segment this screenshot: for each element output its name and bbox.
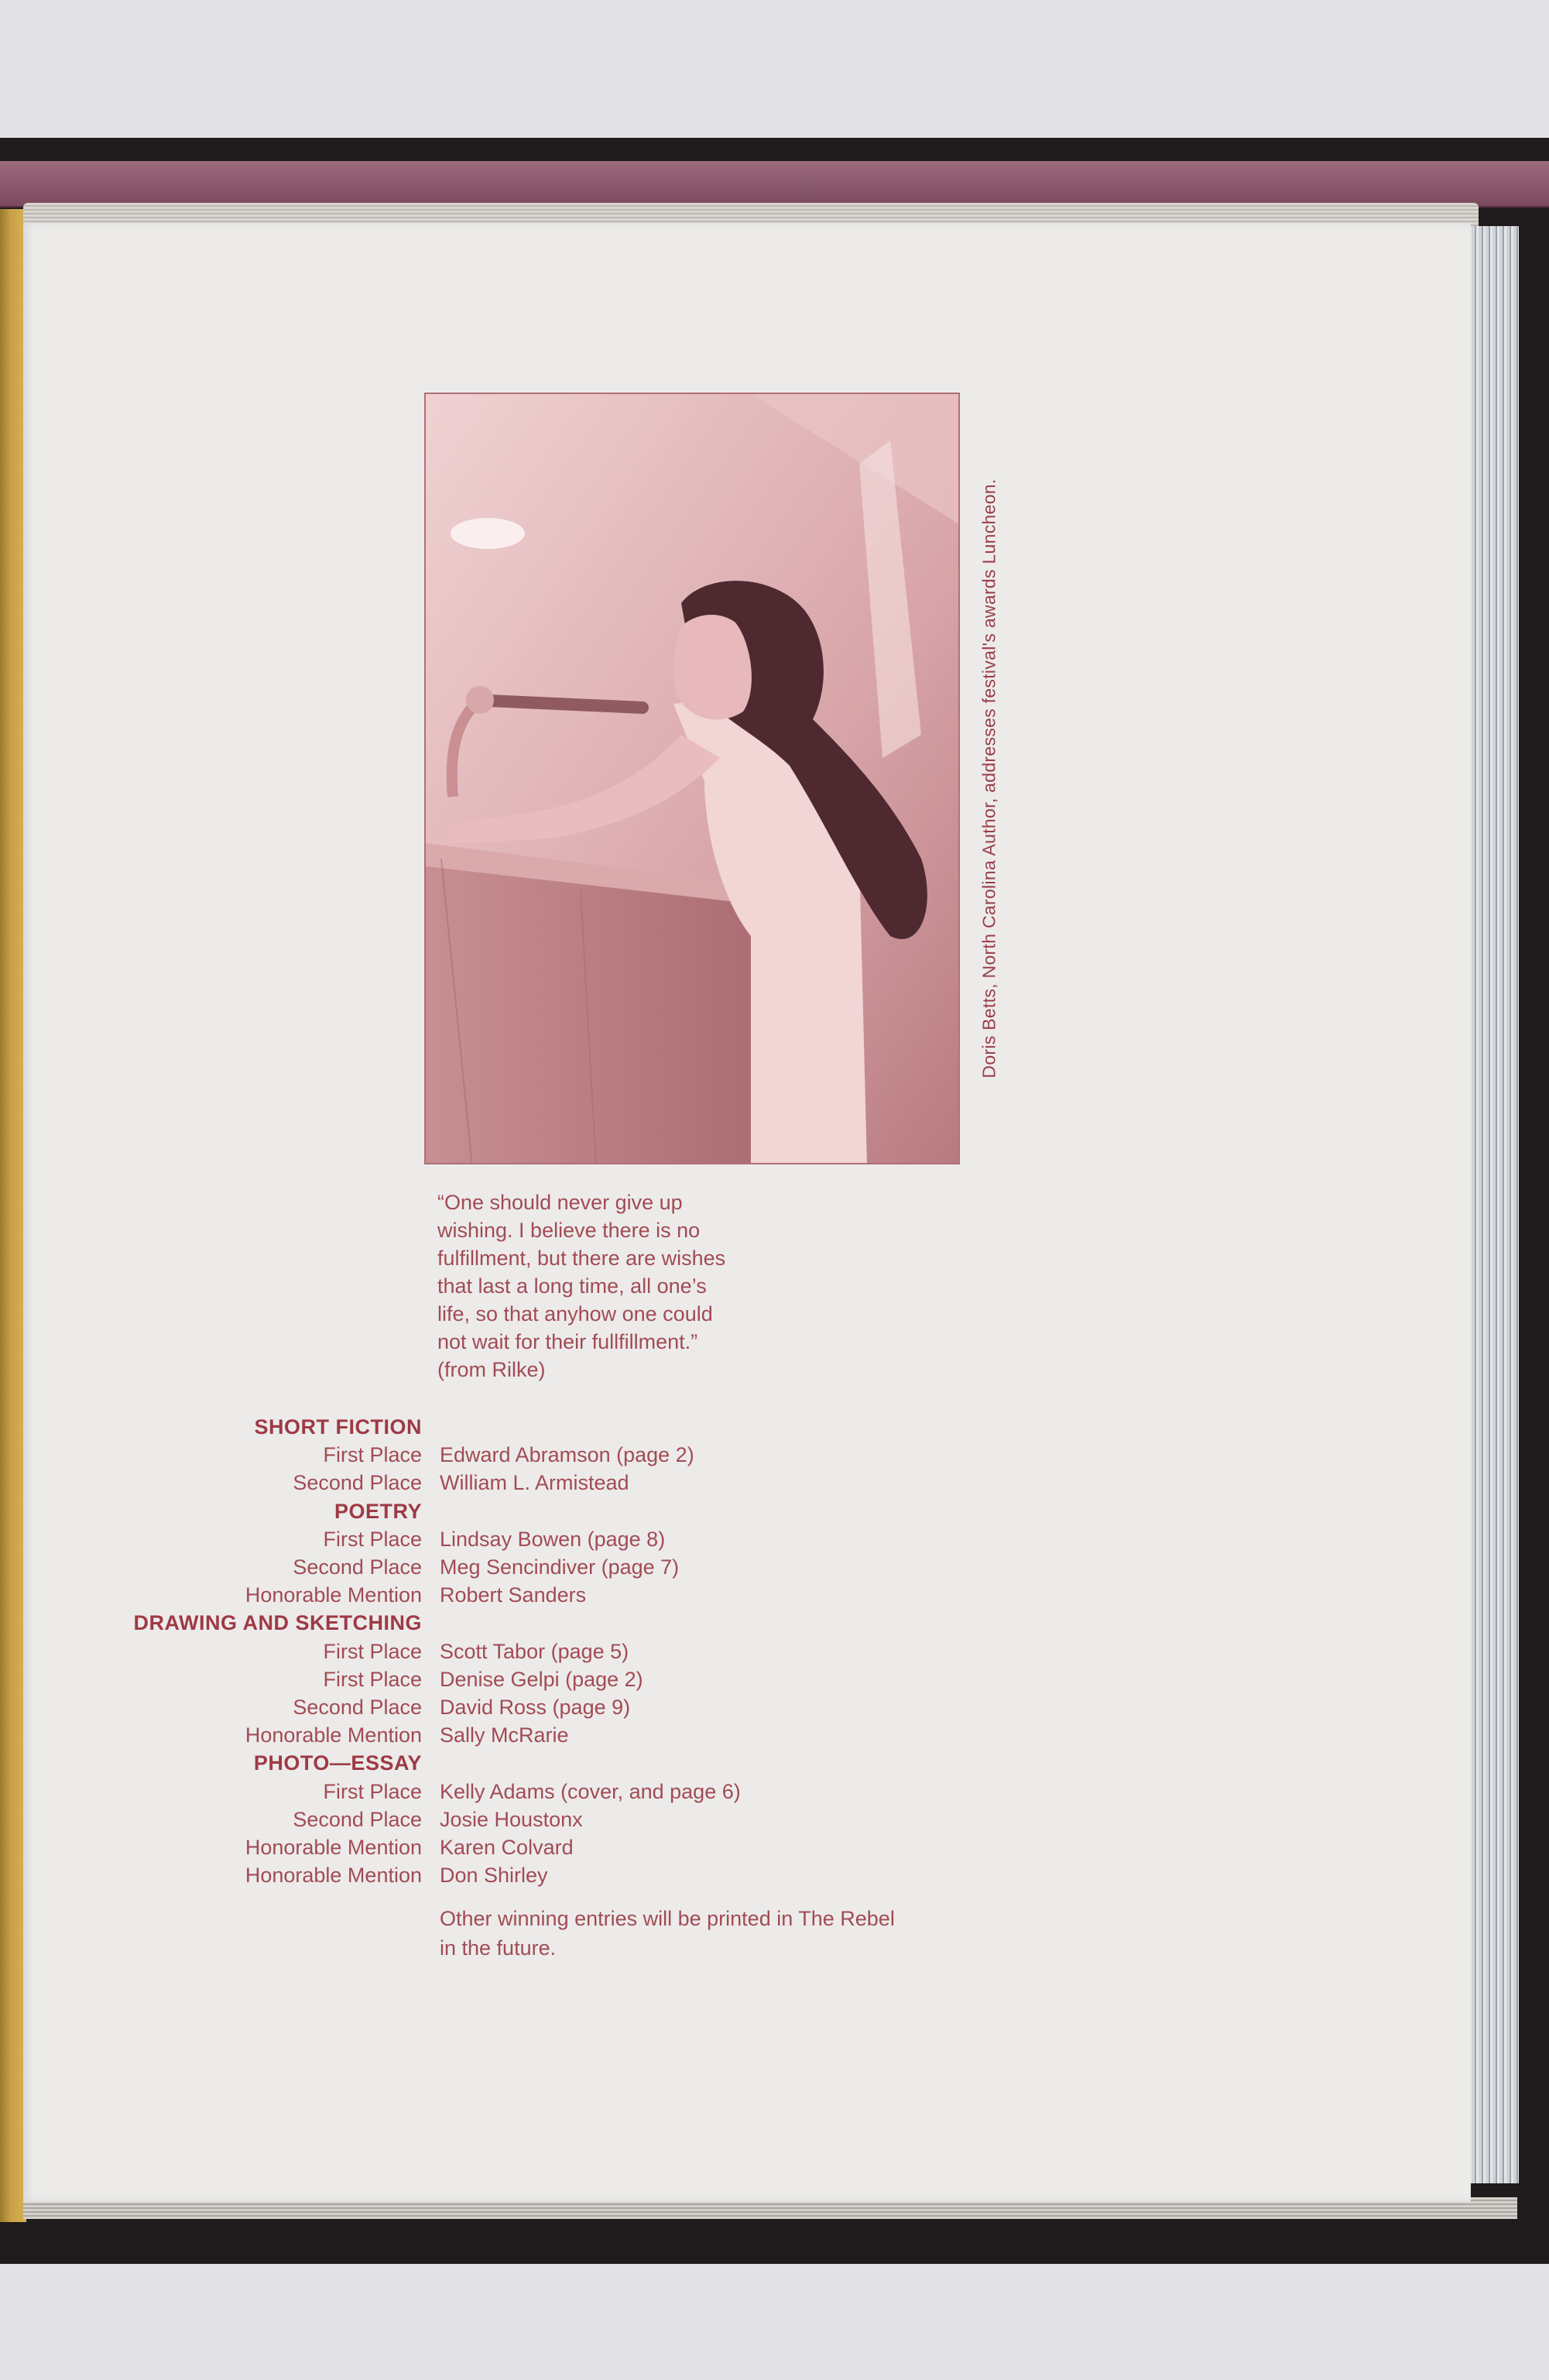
quote-line: that last a long time, all one’s [437, 1274, 707, 1298]
placement-label: First Place [323, 1443, 422, 1467]
award-category-heading [0, 1497, 1006, 1525]
photo-caption [974, 391, 1005, 1165]
award-row [0, 1721, 1006, 1749]
winner-name: Edward Abramson (page 2) [440, 1443, 694, 1467]
placement-label: Honorable Mention [245, 1723, 422, 1747]
placement-label: First Place [323, 1639, 422, 1663]
award-row [0, 1469, 1006, 1497]
winner-name: Josie Houstonx [440, 1807, 583, 1831]
quote-line: life, so that anyhow one could [437, 1302, 713, 1325]
winner-name: Don Shirley [440, 1864, 548, 1888]
category-label: PHOTO—ESSAY [253, 1751, 422, 1775]
placement-label: Honorable Mention [245, 1836, 422, 1859]
quote-line: fulfillment, but there are wishes [437, 1247, 726, 1270]
category-label: POETRY [334, 1499, 422, 1523]
award-row [0, 1525, 1006, 1553]
placement-label: Second Place [293, 1807, 422, 1831]
award-row [0, 1693, 1006, 1721]
winner-name: Lindsay Bowen (page 8) [440, 1527, 666, 1551]
winner-name: Scott Tabor (page 5) [440, 1639, 629, 1663]
woman-speaking-at-podium-icon [426, 394, 960, 1164]
placement-label: Honorable Mention [245, 1583, 422, 1607]
winner-name: Sally McRarie [440, 1723, 569, 1747]
quote-line: wishing. I believe there is no [437, 1219, 701, 1242]
winner-name: Robert Sanders [440, 1583, 587, 1607]
award-row [0, 1833, 1006, 1861]
placement-label: Honorable Mention [245, 1864, 422, 1888]
winner-name: Meg Sencindiver (page 7) [440, 1555, 680, 1579]
speaker-photo [424, 393, 960, 1164]
award-row [0, 1553, 1006, 1581]
category-label: SHORT FICTION [254, 1415, 422, 1439]
placement-label: Second Place [293, 1696, 422, 1719]
award-row [0, 1861, 1006, 1889]
page-stack-right [1465, 226, 1519, 2183]
placement-label: First Place [323, 1527, 422, 1551]
award-category-heading [0, 1749, 1006, 1777]
closing-note [440, 1904, 997, 1963]
award-row [0, 1638, 1006, 1665]
category-label: DRAWING AND SKETCHING [133, 1611, 422, 1635]
photo-caption-text: Doris Betts, North Carolina Author, addresses festival's awards Luncheon. [978, 478, 999, 1079]
winner-name: David Ross (page 9) [440, 1696, 631, 1719]
placement-label: First Place [323, 1667, 422, 1691]
placement-label: Second Place [293, 1555, 422, 1579]
award-category-heading [0, 1609, 1006, 1637]
closing-line: Other winning entries will be printed in The Rebel [440, 1907, 895, 1930]
quote-line: “One should never give up [437, 1191, 683, 1214]
winner-name: Kelly Adams (cover, and page 6) [440, 1779, 741, 1803]
book-cover-top-edge [0, 161, 1549, 207]
rilke-quote [437, 1188, 775, 1384]
quote-source: (from Rilke) [437, 1358, 546, 1381]
award-category-heading [0, 1413, 1006, 1441]
placement-label: Second Place [293, 1471, 422, 1495]
quote-line: not wait for their fullfillment.” [437, 1330, 698, 1353]
placement-label: First Place [323, 1779, 422, 1803]
closing-line: in the future. [440, 1936, 557, 1960]
award-row [0, 1665, 1006, 1693]
book-cover-left-edge [0, 209, 26, 2222]
award-row [0, 1441, 1006, 1469]
award-row [0, 1581, 1006, 1609]
award-row [0, 1778, 1006, 1806]
winner-name: William L. Armistead [440, 1471, 629, 1495]
winner-name: Karen Colvard [440, 1836, 574, 1859]
winner-name: Denise Gelpi (page 2) [440, 1667, 643, 1691]
award-row [0, 1806, 1006, 1833]
